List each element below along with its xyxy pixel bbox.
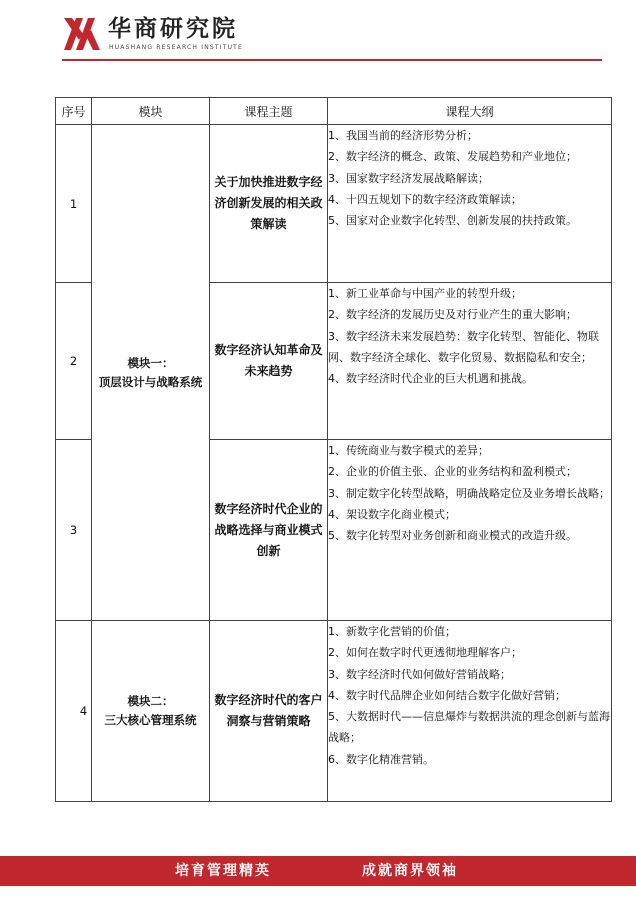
- table-row: [56, 621, 612, 802]
- outline-cell: [328, 125, 612, 283]
- footer-slogan-right: 成就商界领袖: [362, 863, 458, 879]
- module-cell: [92, 125, 210, 621]
- header-index: 序号: [56, 98, 92, 125]
- outline-item: 1、新数字化营销的价值；: [328, 625, 456, 638]
- outline-item: 3、数字经济未来发展趋势：数字化转型、智能化、物联网、数字经济全球化、数字化贸易、数据隐私和安全；: [328, 329, 599, 364]
- outline-item: 6、数字化精准营销。: [328, 752, 434, 766]
- outline-item: 1、传统商业与数字模式的差异；: [328, 444, 489, 457]
- row-index: [56, 621, 92, 802]
- table-row: [56, 125, 612, 283]
- module-label: 模块一： 顶层设计与战略系统: [98, 355, 203, 389]
- outline-item: 3、数字经济时代如何做好营销战略；: [328, 667, 511, 681]
- outline-item: 4、数字经济时代企业的巨大机遇和挑战。: [328, 372, 533, 386]
- brand-name-en: HUASHANG RESEARCH INSTITUTE: [109, 44, 244, 51]
- outline-item: 5、数字化转型对业务创新和商业模式的改造升级。: [328, 529, 577, 543]
- topic-label: 数字经济时代企业的战略选择与商业模式创新: [214, 501, 323, 558]
- row-index: 3: [56, 440, 92, 621]
- outline-item: 2、如何在数字时代更透彻地理解客户；: [328, 646, 522, 660]
- table-header-row: [56, 98, 612, 125]
- course-outline-table: [55, 97, 612, 802]
- outline-item: 4、架设数字化商业模式；: [328, 507, 456, 521]
- page-footer: [0, 856, 636, 886]
- topic-cell: [210, 283, 328, 440]
- outline-cell: [328, 440, 612, 621]
- outline-item: 2、数字经济的概念、政策、发展趋势和产业地位；: [328, 150, 577, 164]
- outline-cell: [328, 621, 612, 802]
- brand-name-cn: 华商研究院: [108, 16, 238, 42]
- outline-item: 2、数字经济的发展历史及对行业产生的重大影响；: [328, 308, 577, 322]
- topic-cell: [210, 440, 328, 621]
- page-header: [0, 0, 636, 62]
- row-index: 2: [56, 283, 92, 440]
- row-index-label: 4: [79, 704, 88, 718]
- outline-cell: [328, 283, 612, 440]
- footer-slogan-left: 培育管理精英: [175, 863, 271, 879]
- outline-item: 3、制定数字化转型战略，明确战略定位及业务增长战略；: [328, 486, 610, 500]
- outline-item: 4、数字时代品牌企业如何结合数字化做好营销；: [328, 688, 566, 702]
- header-topic: 课程主题: [210, 98, 328, 125]
- topic-cell: [210, 621, 328, 802]
- outline-item: 5、国家对企业数字化转型、创新发展的扶持政策。: [328, 214, 577, 228]
- topic-label: 数字经济时代的客户洞察与营销策略: [214, 693, 323, 728]
- outline-item: 1、新工业革命与中国产业的转型升级；: [328, 287, 522, 300]
- topic-cell: [210, 125, 328, 283]
- outline-item: 3、国家数字经济发展战略解读；: [328, 171, 489, 185]
- header-module: 模块: [92, 98, 210, 125]
- outline-item: 1、我国当前的经济形势分析；: [328, 129, 478, 142]
- row-index: 1: [56, 125, 92, 283]
- outline-item: 2、企业的价值主张、企业的业务结构和盈利模式；: [328, 465, 577, 479]
- topic-label: 关于加快推进数字经济创新发展的相关政策解读: [214, 175, 323, 231]
- outline-item: 5、大数据时代——信息爆炸与数据洪流的理念创新与蓝海战略；: [328, 710, 610, 745]
- header-outline: 课程大纲: [328, 98, 612, 125]
- module-label: 模块二： 三大核心管理系统: [104, 694, 197, 727]
- topic-label: 数字经济认知革命及未来趋势: [214, 343, 323, 378]
- header-divider: [62, 59, 602, 61]
- outline-item: 4、十四五规划下的数字经济政策解读；: [328, 192, 522, 206]
- module-cell: [92, 621, 210, 802]
- huashang-logo-icon: [64, 14, 100, 50]
